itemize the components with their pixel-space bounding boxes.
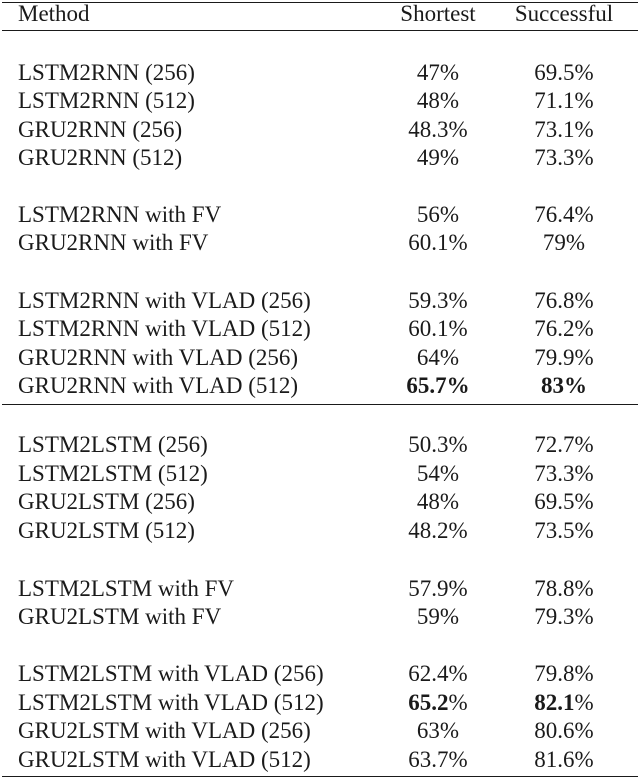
shortest-cell: 48% (416, 88, 460, 113)
method-cell: LSTM2RNN (256) (18, 60, 195, 85)
shortest-cell-best: 65.7% (406, 373, 470, 398)
successful-cell: 78.8% (534, 576, 594, 601)
method-cell: GRU2RNN with VLAD (512) (18, 373, 299, 398)
shortest-cell: 50.3% (408, 432, 468, 457)
method-cell: LSTM2RNN with VLAD (512) (18, 316, 311, 341)
table-row (0, 201, 640, 229)
method-cell: LSTM2LSTM with VLAD (256) (18, 661, 324, 686)
shortest-cell: 63.7% (408, 747, 468, 772)
method-cell: LSTM2LSTM (512) (18, 461, 208, 486)
shortest-cell: 59% (416, 604, 460, 629)
successful-cell: 79% (542, 230, 586, 255)
header-successful: Successful (514, 1, 614, 26)
table-row (0, 460, 640, 488)
method-cell: GRU2RNN (256) (18, 117, 183, 142)
method-cell: LSTM2RNN with FV (18, 202, 222, 227)
method-cell: LSTM2LSTM with VLAD (512) (18, 690, 324, 715)
table-row (0, 372, 640, 400)
successful-cell: 81.6% (534, 747, 594, 772)
successful-cell-suffix: % (574, 690, 594, 715)
shortest-cell: 60.1% (408, 230, 468, 255)
method-cell: LSTM2RNN (512) (18, 88, 195, 113)
table-row (0, 229, 640, 257)
header-method: Method (18, 1, 90, 26)
shortest-cell-bold-part: 65.2 (408, 690, 449, 715)
table-row (0, 287, 640, 315)
table-row (0, 517, 640, 545)
table-row (0, 746, 640, 774)
header-rule (2, 30, 638, 31)
method-cell: GRU2LSTM (512) (18, 518, 195, 543)
header-row (0, 0, 640, 28)
table-row (0, 344, 640, 372)
method-cell: LSTM2LSTM (256) (18, 432, 208, 457)
successful-cell: 80.6% (534, 718, 594, 743)
method-cell: GRU2LSTM with VLAD (512) (18, 747, 311, 772)
successful-cell: 73.1% (534, 117, 594, 142)
shortest-cell: 59.3% (408, 288, 468, 313)
table-row (0, 488, 640, 516)
successful-cell: 79.9% (534, 345, 594, 370)
method-cell: GRU2RNN with VLAD (256) (18, 345, 299, 370)
table-row (0, 431, 640, 459)
shortest-cell: 49% (416, 145, 460, 170)
table-row (0, 315, 640, 343)
successful-cell: 72.7% (534, 432, 594, 457)
successful-cell: 79.8% (534, 661, 594, 686)
shortest-cell: 63% (416, 718, 460, 743)
successful-cell: 73.3% (534, 145, 594, 170)
shortest-cell: 48.2% (408, 518, 468, 543)
successful-cell: 73.5% (534, 518, 594, 543)
method-cell: GRU2LSTM with VLAD (256) (18, 718, 311, 743)
section-rule (2, 404, 638, 405)
bottom-rule (2, 776, 638, 777)
successful-cell: 76.4% (534, 202, 594, 227)
table-row (0, 116, 640, 144)
shortest-cell: 64% (416, 345, 460, 370)
successful-cell-best: 83% (541, 373, 587, 398)
method-cell: GRU2LSTM (256) (18, 489, 195, 514)
table-row (0, 144, 640, 172)
shortest-cell: 62.4% (408, 661, 468, 686)
successful-cell (490, 689, 638, 717)
method-cell: GRU2RNN (512) (18, 145, 183, 170)
header-shortest: Shortest (400, 1, 476, 26)
shortest-cell: 60.1% (408, 316, 468, 341)
successful-cell: 76.8% (534, 288, 594, 313)
successful-cell: 69.5% (534, 489, 594, 514)
shortest-cell: 57.9% (408, 576, 468, 601)
table-row (0, 603, 640, 631)
shortest-cell: 48% (416, 489, 460, 514)
table-row (0, 717, 640, 745)
successful-cell: 73.3% (534, 461, 594, 486)
method-cell: GRU2LSTM with FV (18, 604, 222, 629)
shortest-cell: 47% (416, 60, 460, 85)
table-row (0, 87, 640, 115)
successful-cell: 79.3% (534, 604, 594, 629)
successful-cell: 71.1% (534, 88, 594, 113)
successful-cell: 76.2% (534, 316, 594, 341)
table-row (0, 660, 640, 688)
shortest-cell: 54% (416, 461, 460, 486)
table-row (0, 689, 640, 717)
shortest-cell-suffix: % (448, 690, 468, 715)
method-cell: LSTM2LSTM with FV (18, 576, 234, 601)
successful-cell-bold-part: 82.1 (534, 690, 575, 715)
successful-cell: 69.5% (534, 60, 594, 85)
table-row (0, 575, 640, 603)
shortest-cell: 56% (416, 202, 460, 227)
method-cell: GRU2RNN with FV (18, 230, 209, 255)
table-row (0, 59, 640, 87)
method-cell: LSTM2RNN with VLAD (256) (18, 288, 311, 313)
shortest-cell: 48.3% (408, 117, 468, 142)
